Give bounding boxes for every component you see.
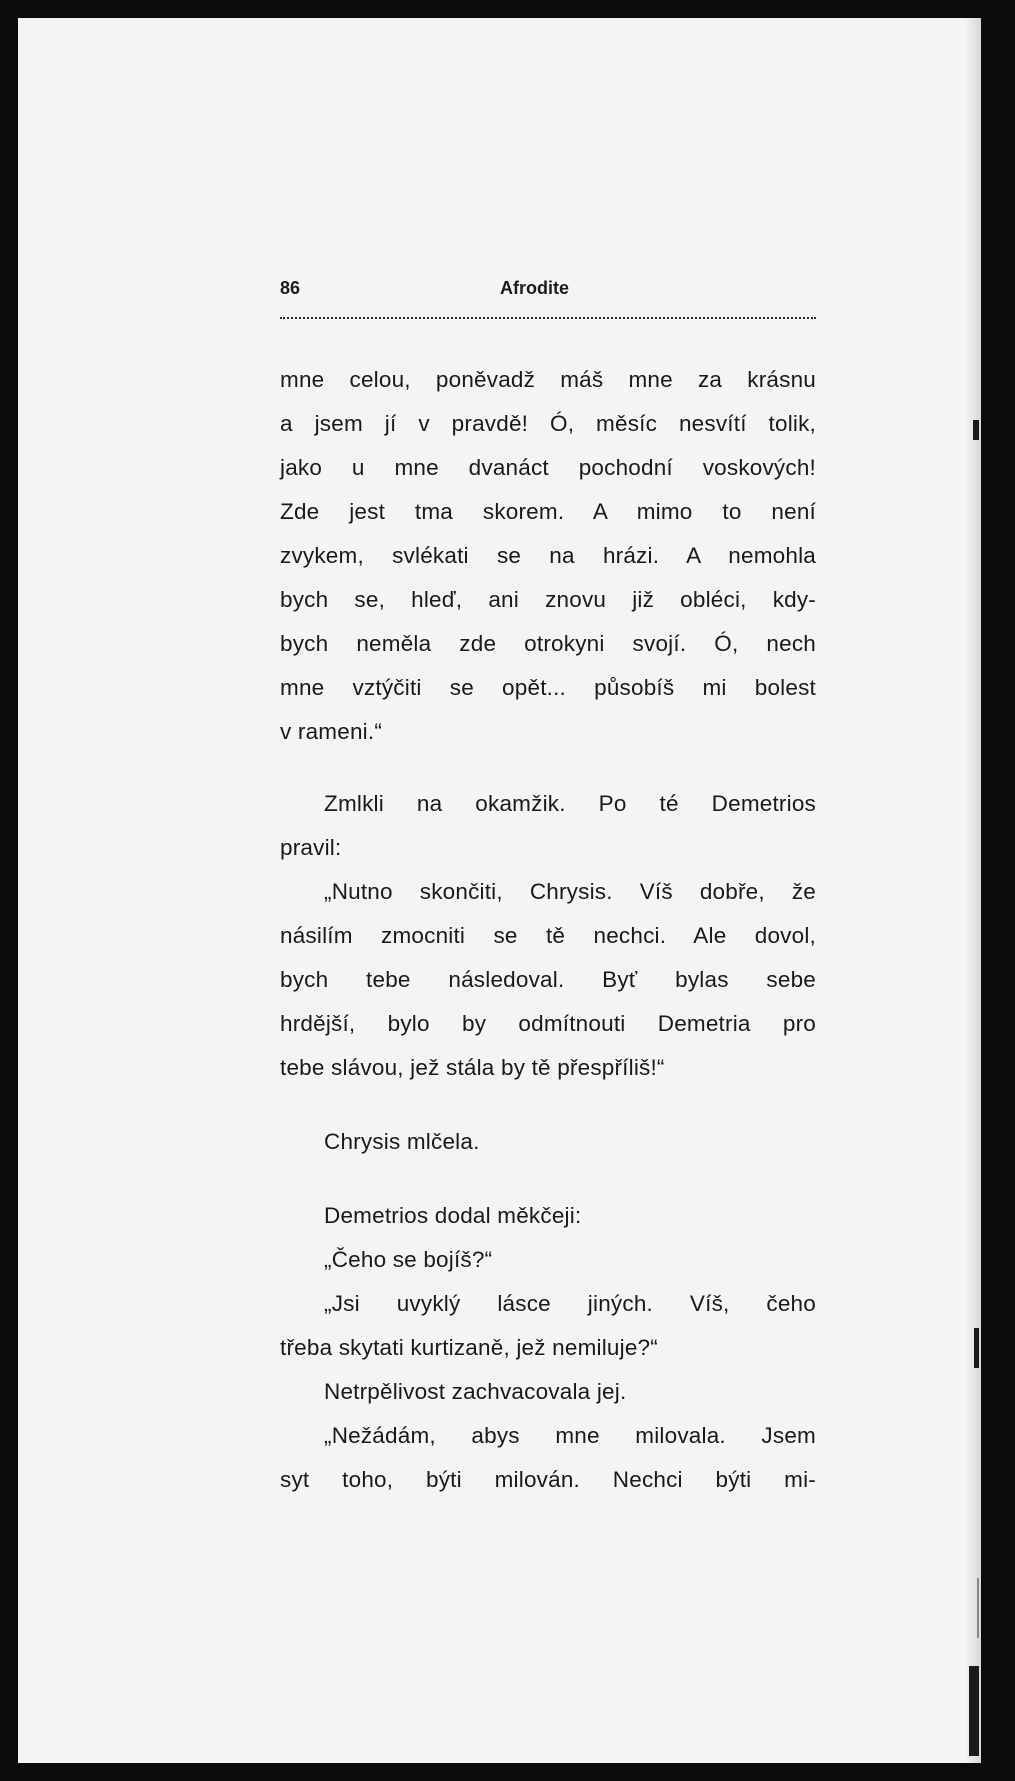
text-line: v rameni.“ [280, 719, 383, 744]
text-line: bych se, hleď, ani znovu již obléci, kdy- [280, 587, 816, 612]
paragraph [280, 870, 816, 1090]
text-line: mne vztýčiti se opět... působíš mi bolest [280, 675, 816, 700]
text-line: a jsem jí v pravdě! Ó, měsíc nesvítí tolik, [280, 411, 816, 436]
text-line: hrdější, bylo by odmítnouti Demetria pro [280, 1011, 816, 1036]
text-line: „Jsi uvyklý lásce jiných. Víš, čeho [324, 1291, 816, 1316]
scan-edge-mark [973, 420, 979, 440]
text-line: Zmlkli na okamžik. Po té Demetrios [324, 791, 816, 816]
scan-edge-mark [977, 1578, 979, 1638]
text-line: Demetrios dodal měkčeji: [324, 1203, 582, 1228]
text-line: třeba skytati kurtizaně, jež nemiluje?“ [280, 1335, 658, 1360]
page-edge-shadow [965, 18, 981, 1763]
text-line: „Nežádám, abys mne milovala. Jsem [324, 1423, 816, 1448]
text-line: bych tebe následoval. Byť bylas sebe [280, 967, 816, 992]
text-line: mne celou, poněvadž máš mne za krásnu [280, 367, 816, 392]
paragraph [280, 358, 816, 754]
paragraph [280, 782, 816, 870]
running-head [280, 268, 816, 304]
scan-edge-mark [974, 1328, 979, 1368]
text-line: násilím zmocniti se tě nechci. Ale dovol, [280, 923, 816, 948]
text-line: bych neměla zde otrokyni svojí. Ó, nech [280, 631, 816, 656]
text-line: „Čeho se bojíš?“ [324, 1247, 493, 1272]
scan-edge-mark [969, 1666, 979, 1756]
paragraph [280, 1282, 816, 1370]
text-line: Chrysis mlčela. [324, 1129, 480, 1154]
body-text [280, 358, 816, 1502]
text-line: Netrpělivost zachvacovala jej. [324, 1379, 627, 1404]
text-line: jako u mne dvanáct pochodní voskových! [280, 455, 816, 480]
text-line: zvykem, svlékati se na hrázi. A nemohla [280, 543, 816, 568]
text-line: „Nutno skončiti, Chrysis. Víš dobře, že [324, 879, 816, 904]
page-number: 86 [280, 278, 301, 298]
book-page [18, 18, 981, 1763]
text-line: tebe slávou, jež stála by tě přespříliš!“ [280, 1055, 665, 1080]
text-line: pravil: [280, 835, 342, 860]
text-line: syt toho, býti milován. Nechci býti mi- [280, 1467, 816, 1492]
book-title: Afrodite [500, 278, 569, 298]
paragraph [280, 1414, 816, 1502]
text-line: Zde jest tma skorem. A mimo to není [280, 499, 816, 524]
header-rule [280, 317, 816, 319]
